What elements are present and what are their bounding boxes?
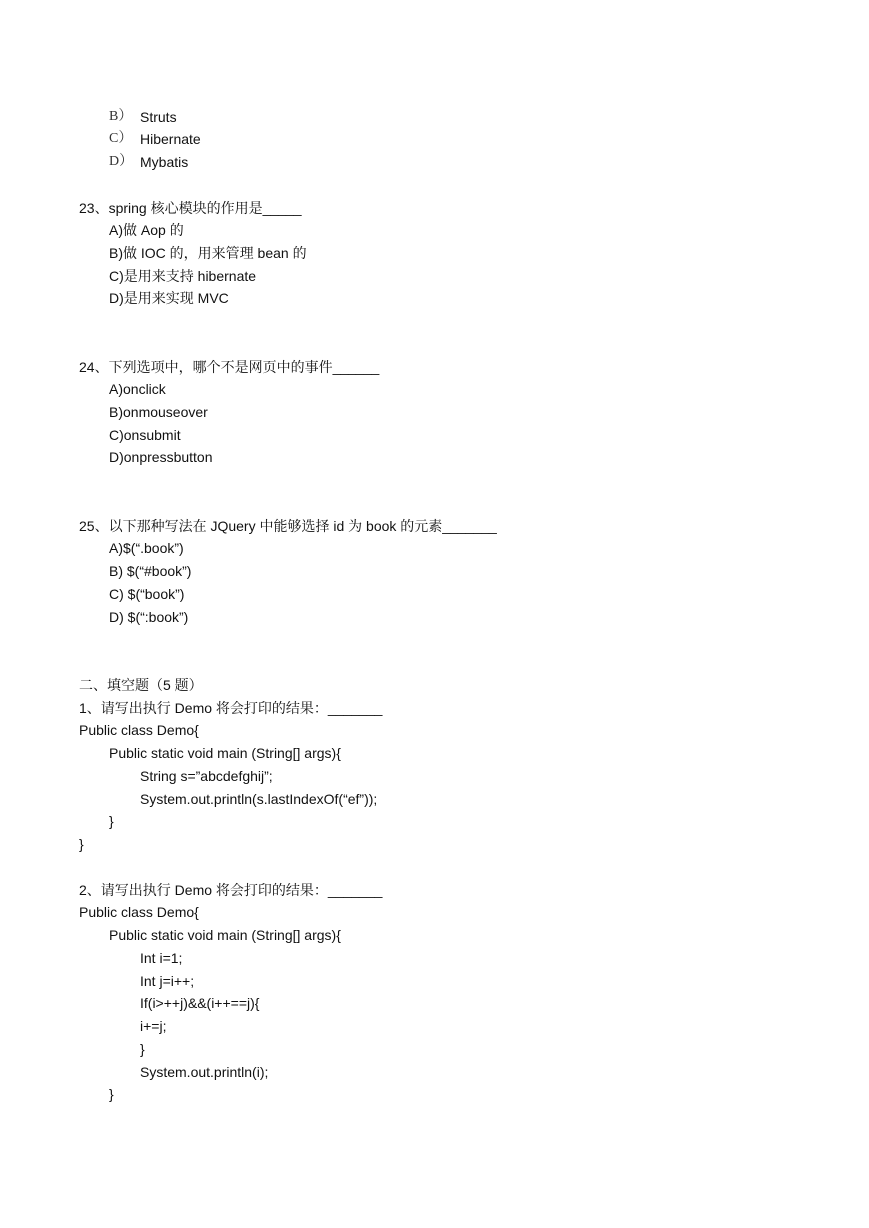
code-line: } xyxy=(109,813,114,829)
option: C) $(“book”) xyxy=(109,586,185,602)
code-line: Int i=1; xyxy=(140,950,183,966)
code-line: i+=j; xyxy=(140,1018,167,1034)
option-text: Mybatis xyxy=(140,154,189,170)
option: D) $(“:book”) xyxy=(109,609,189,625)
option: A)$(“.book”) xyxy=(109,540,184,556)
code-line: } xyxy=(109,1086,114,1102)
option: B)onmouseover xyxy=(109,404,208,420)
option-label: C） xyxy=(109,131,133,146)
option-label: B） xyxy=(109,109,133,124)
option-label: D） xyxy=(109,154,134,169)
question-stem: 2、请写出执行 Demo 将会打印的结果：_______ xyxy=(79,882,383,898)
code-line: Public static void main (String[] args){ xyxy=(109,927,341,943)
question-stem: 25、以下那种写法在 JQuery 中能够选择 id 为 book 的元素_______ xyxy=(79,518,497,534)
section-title: 二、填空题（5 题） xyxy=(79,677,203,693)
code-line: If(i>++j)&&(i++==j){ xyxy=(140,995,260,1011)
code-line: Public class Demo{ xyxy=(79,722,199,738)
code-line: Public static void main (String[] args){ xyxy=(109,745,341,761)
code-line: String s=”abcdefghij”; xyxy=(140,768,273,784)
option: C)onsubmit xyxy=(109,427,181,443)
question-stem: 23、spring 核心模块的作用是_____ xyxy=(79,200,302,216)
option: D)onpressbutton xyxy=(109,449,213,465)
code-line: System.out.println(s.lastIndexOf(“ef”)); xyxy=(140,791,378,807)
code-line: } xyxy=(79,836,84,852)
option: A)做 Aop 的 xyxy=(109,222,184,238)
option: A)onclick xyxy=(109,381,166,397)
option: D)是用来实现 MVC xyxy=(109,290,229,306)
code-line: Public class Demo{ xyxy=(79,904,199,920)
option: B) $(“#book”) xyxy=(109,563,192,579)
question-stem: 24、下列选项中，哪个不是网页中的事件______ xyxy=(79,359,380,375)
code-line: Int j=i++; xyxy=(140,973,195,989)
code-line: System.out.println(i); xyxy=(140,1064,269,1080)
code-line: } xyxy=(140,1041,145,1057)
option-text: Struts xyxy=(140,109,177,125)
option: B)做 IOC 的，用来管理 bean 的 xyxy=(109,245,307,261)
option: C)是用来支持 hibernate xyxy=(109,268,257,284)
option-text: Hibernate xyxy=(140,131,201,147)
question-stem: 1、请写出执行 Demo 将会打印的结果：_______ xyxy=(79,700,383,716)
